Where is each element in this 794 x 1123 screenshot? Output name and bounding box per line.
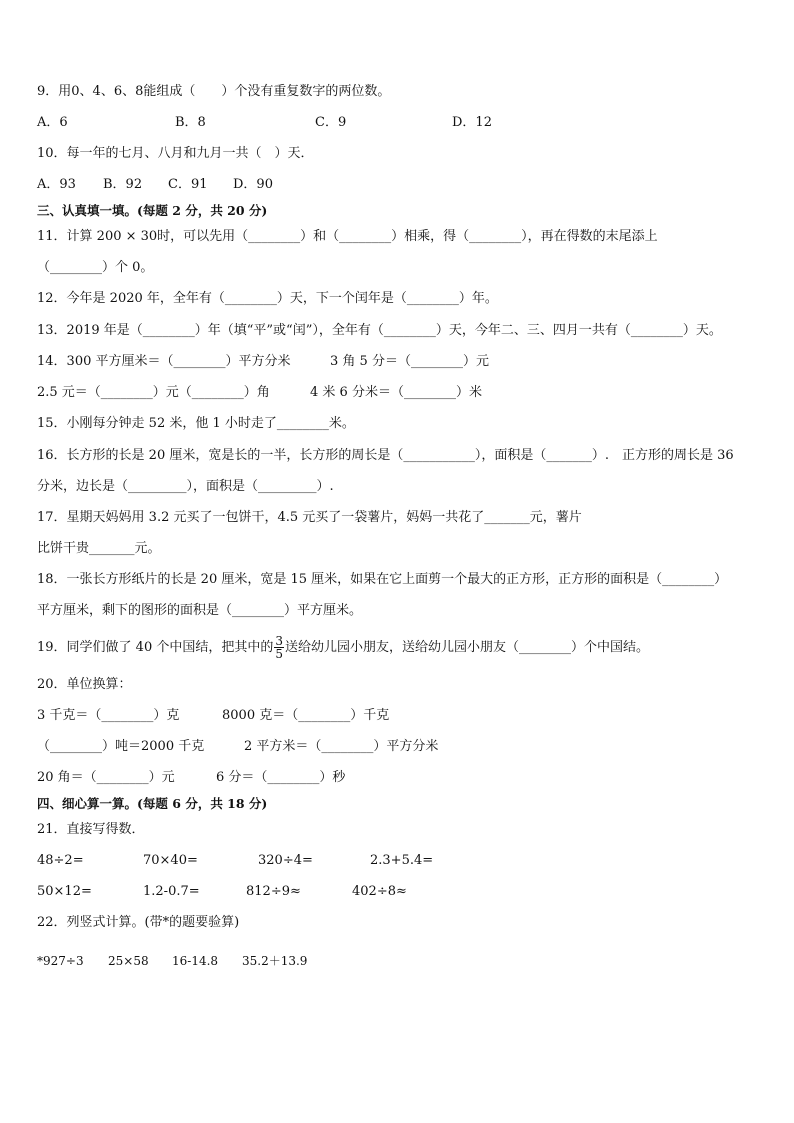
question-19-text-before: 19．同学们做了 40 个中国结，把其中的 <box>37 640 274 655</box>
question-22-title: 22．列竖式计算。(带*的题要验算) <box>37 915 240 930</box>
q10-option-b: B．92 <box>103 177 143 192</box>
q21-item: 812÷9≈ <box>246 884 301 899</box>
q21-item: 402÷8≈ <box>352 884 407 899</box>
q9-option-b: B．8 <box>175 115 206 130</box>
q20-conversion-2: 8000 克＝（________）千克 <box>222 708 390 723</box>
q21-item: 70×40= <box>143 853 198 868</box>
q22-item: *927÷3 <box>37 954 84 968</box>
question-16-line1: 16．长方形的长是 20 厘米，宽是长的一半，长方形的周长是（___________），面积是（_______）. 正方形的周长是 36 <box>37 448 734 463</box>
q20-conversion-1: 3 千克＝（________）克 <box>37 708 180 723</box>
question-14-part3: 2.5 元＝（________）元（________）角 <box>37 385 270 400</box>
q21-item: 1.2-0.7= <box>143 884 200 899</box>
fraction-three-fifths <box>274 635 284 660</box>
q10-option-d: D．90 <box>233 177 273 192</box>
q22-item: 25×58 <box>108 954 149 968</box>
fraction-denominator: 5 <box>275 647 283 661</box>
q9-option-d: D．12 <box>452 115 492 130</box>
q20-conversion-3: （________）吨＝2000 千克 <box>37 739 205 754</box>
question-20-title: 20．单位换算： <box>37 677 132 692</box>
q20-conversion-4: 2 平方米＝（________）平方分米 <box>244 739 439 754</box>
question-9-stem: 9．用0、4、6、8能组成（ ）个没有重复数字的两位数。 <box>37 84 391 99</box>
question-21-title: 21．直接写得数． <box>37 822 145 837</box>
question-18-line2: 平方厘米，剩下的图形的面积是（________）平方厘米。 <box>37 603 363 618</box>
section-4-heading: 四、细心算一算。(每题 6 分，共 18 分) <box>37 796 268 811</box>
question-17-line1: 17．星期天妈妈用 3.2 元买了一包饼干，4.5 元买了一袋薯片，妈妈一共花了_______元，薯片 <box>37 510 582 525</box>
question-12: 12．今年是 2020 年，全年有（________）天，下一个闰年是（________）年。 <box>37 291 498 306</box>
q20-conversion-5: 20 角＝（________）元 <box>37 770 175 785</box>
question-19-text-after: 送给幼儿园小朋友，送给幼儿园小朋友（________）个中国结。 <box>285 640 650 655</box>
q9-option-c: C．9 <box>315 115 347 130</box>
question-15: 15．小刚每分钟走 52 米，他 1 小时走了________米。 <box>37 416 355 431</box>
question-16-line2: 分米，边长是（_________），面积是（_________）. <box>37 479 334 494</box>
question-14-part4: 4 米 6 分米＝（________）米 <box>310 385 482 400</box>
q21-item: 320÷4= <box>258 853 313 868</box>
question-19 <box>37 634 649 662</box>
q20-conversion-6: 6 分＝（________）秒 <box>216 770 346 785</box>
q10-option-c: C．91 <box>168 177 208 192</box>
q22-item: 16-14.8 <box>172 954 219 968</box>
q10-option-a: A．93 <box>37 177 76 192</box>
q21-item: 2.3+5.4= <box>370 853 434 868</box>
section-3-heading: 三、认真填一填。(每题 2 分，共 20 分) <box>37 203 268 218</box>
q22-item: 35.2＋13.9 <box>242 954 308 968</box>
question-13: 13．2019 年是（________）年（填“平”或“闰”），全年有（________）天，今年二、三、四月一共有（________）天。 <box>37 323 722 338</box>
question-11-line1: 11．计算 200 × 30时，可以先用（________）和（________）相乘，得（________），再在得数的末尾添上 <box>37 229 658 244</box>
question-14-part1: 14．300 平方厘米＝（________）平方分米 <box>37 354 291 369</box>
fraction-numerator: 3 <box>275 634 283 648</box>
q21-item: 50×12= <box>37 884 92 899</box>
question-11-line2: （________）个 0。 <box>37 260 154 275</box>
q9-option-a: A．6 <box>37 115 68 130</box>
question-14-part2: 3 角 5 分＝（________）元 <box>330 354 489 369</box>
question-10-stem: 10．每一年的七月、八月和九月一共（ ）天． <box>37 146 314 161</box>
question-17-line2: 比饼干贵_______元。 <box>37 541 161 556</box>
q21-item: 48÷2= <box>37 853 84 868</box>
question-18-line1: 18．一张长方形纸片的长是 20 厘米，宽是 15 厘米，如果在它上面剪一个最大的正方形，正方形的面积是（________） <box>37 572 728 587</box>
